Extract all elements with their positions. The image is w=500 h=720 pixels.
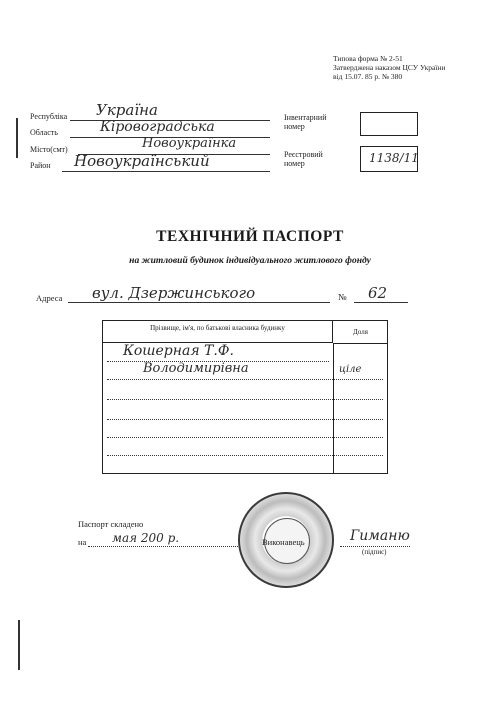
table-row [103, 343, 387, 361]
document-subtitle: на житловий будинок індивідуального житлового фонду [129, 256, 371, 266]
address-underline [68, 302, 330, 303]
table-row [103, 419, 387, 437]
table-row [103, 379, 387, 397]
registry-box [360, 146, 418, 172]
district-value: Новоукраїнський [74, 152, 210, 170]
address-number: 62 [368, 284, 388, 302]
date-value: мая 200 р. [112, 531, 180, 545]
owners-table [102, 320, 388, 474]
date-prefix: на [78, 537, 87, 547]
form-note-line3: від 15.07. 85 р. № 380 [333, 72, 403, 81]
owners-col-owner-header: Прізвище, ім'я, по батькові власника будинку [103, 321, 333, 343]
registry-value: 1138/11 [369, 151, 419, 165]
owner-cell: Кошерная Т.Ф. [123, 343, 234, 359]
signature-underline [340, 546, 410, 547]
table-row [103, 437, 387, 455]
signature-caption: (підпис) [362, 548, 387, 556]
executor-label: Виконавець [262, 537, 305, 547]
address-number-underline [354, 302, 408, 303]
inventory-box [360, 112, 418, 136]
form-note [333, 54, 493, 81]
address-no-label: № [338, 292, 347, 302]
owners-col-share-header: Доля [334, 321, 387, 344]
edge-mark-bottom [18, 620, 20, 670]
edge-mark-top [16, 118, 18, 158]
republic-label: Республіка [30, 112, 68, 121]
address-label: Адреса [36, 293, 63, 303]
table-row [103, 455, 387, 473]
inventory-label: Інвентарний номер [284, 113, 327, 131]
region-value: Кіровоградська [100, 119, 215, 135]
registry-label: Реєстровий номер [284, 150, 323, 168]
republic-value: Україна [96, 101, 158, 119]
region-label: Область [30, 128, 58, 137]
table-row [103, 399, 387, 417]
city-value: Новоукраїнка [142, 136, 237, 151]
form-note-line1: Типова форма № 2-51 [333, 54, 403, 63]
executor-signature: Гиманю [350, 528, 410, 544]
form-note-line2: Затверджена наказом ЦСУ України [333, 63, 446, 72]
compiled-label: Паспорт складено [78, 519, 144, 529]
city-label: Місто(смт) [30, 145, 68, 154]
address-street: вул. Дзержинського [92, 284, 256, 302]
share-cell: ціле [339, 364, 362, 375]
document-title: ТЕХНІЧНИЙ ПАСПОРТ [156, 228, 344, 245]
district-label: Район [30, 161, 51, 170]
table-row [103, 361, 387, 379]
district-underline [62, 171, 270, 172]
owner-cell: Володимирівна [143, 361, 249, 376]
date-underline [88, 546, 238, 547]
